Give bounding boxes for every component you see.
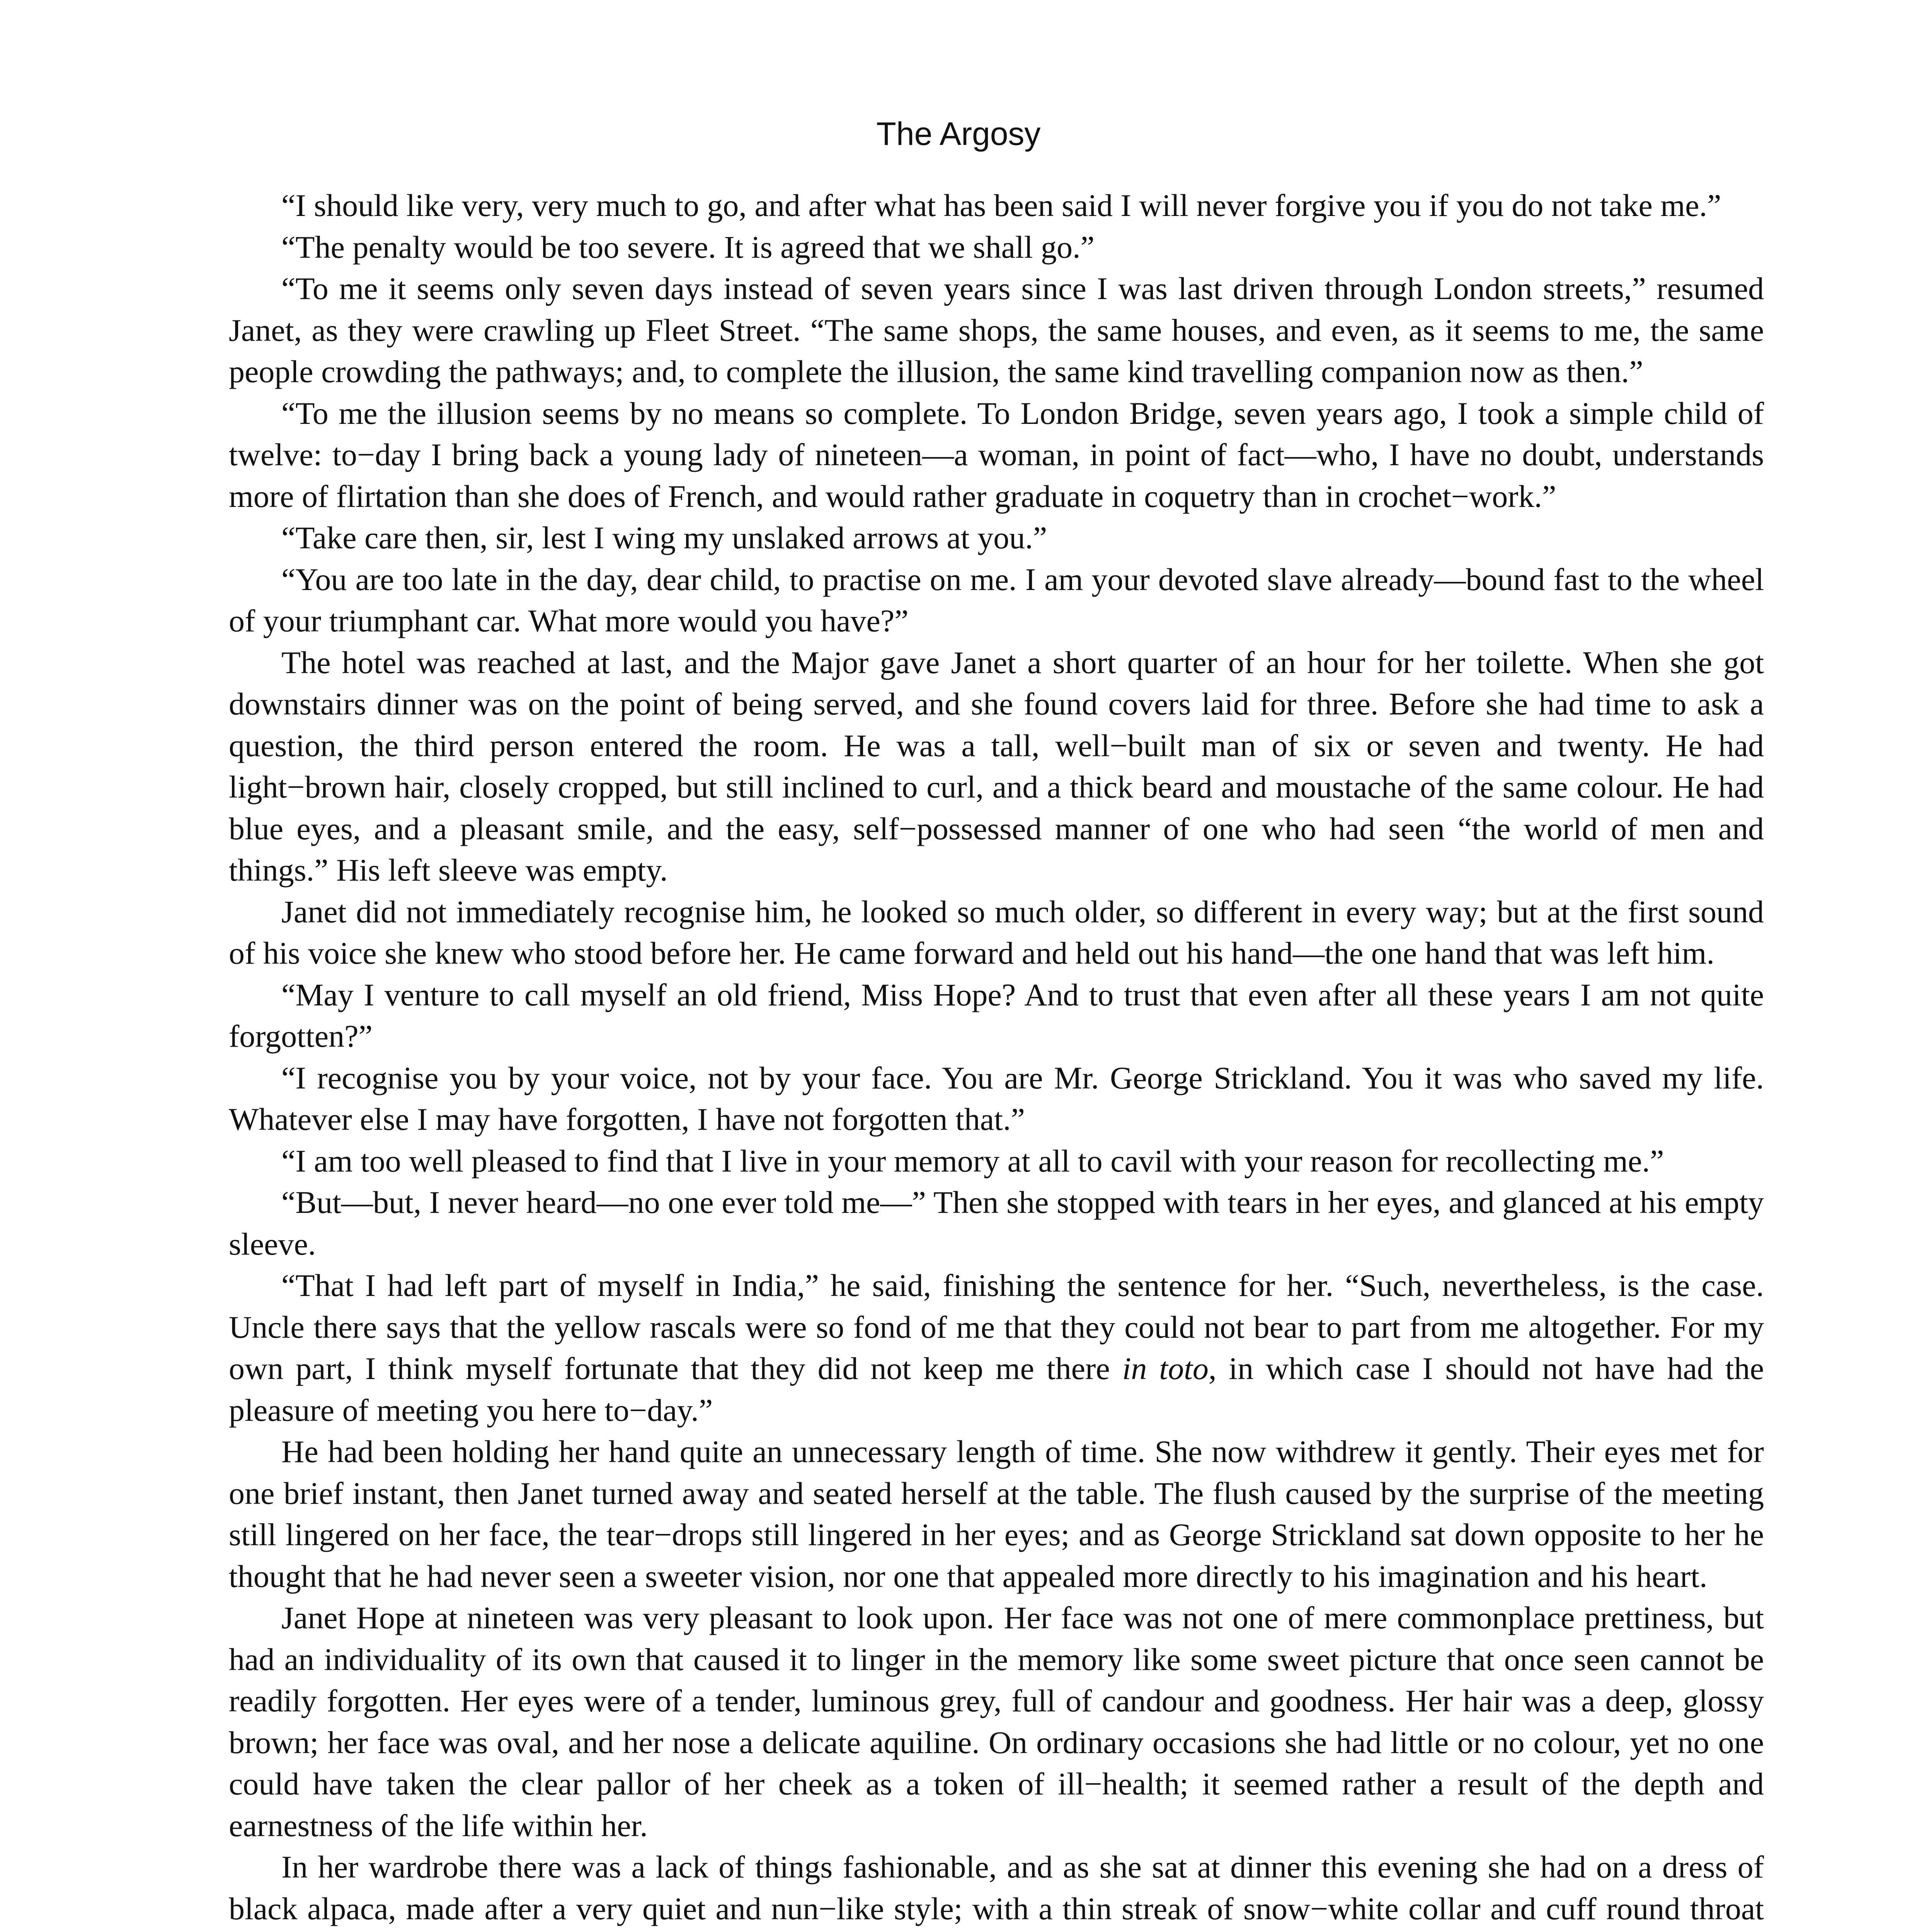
- paragraph: “To me it seems only seven days instead of seven years since I was last driven through London streets,” resumed Janet, as they were crawling up Fleet Street. “The same shops, the same houses, and even, as it seems to me, the same people crowding the pathways; and, to complete the illusion, the same kind travelling companion now as then.”: [229, 271, 1764, 389]
- paragraph: “But—but, I never heard—no one ever told me—” Then she stopped with tears in her eyes, and glanced at his empty sleeve.: [229, 1185, 1764, 1262]
- paragraph: “I recognise you by your voice, not by your face. You are Mr. George Strickland. You it was who saved my life. Whatever else I may have forgotten, I have not forgotten that.”: [229, 1060, 1764, 1137]
- paragraph-text: “That I had left part of myself in India,” he said, finishing the sentence for her. “Such, nevertheless, is the case. Uncle there says that the yellow rascals were so fond of me that they could not bear to part from me altogether. For my own part, I think myself fortunate that they did not keep me there: [229, 1268, 1764, 1386]
- paragraph: Janet Hope at nineteen was very pleasant to look upon. Her face was not one of mere commonplace prettiness, but had an individuality of its own that caused it to linger in the memory like some sweet picture that once seen cannot be readily forgotten. Her eyes were of a tender, luminous grey, full of candour and goodness. Her hair was a deep, glossy brown; her face was oval, and her nose a delicate aquiline. On ordinary occasions she had little or no colour, yet no one could have taken the clear pallor of her cheek as a token of ill−health; it seemed rather a result of the depth and earnestness of the life within her.: [229, 1600, 1764, 1843]
- paragraph: “You are too late in the day, dear child, to practise on me. I am your devoted slave already—bound fast to the wheel of your triumphant car. What more would you have?”: [229, 561, 1764, 638]
- paragraph: “May I venture to call myself an old friend, Miss Hope? And to trust that even after all these years I am not quite forgotten?”: [229, 977, 1764, 1054]
- paragraph: “I am too well pleased to find that I live in your memory at all to cavil with your reason for recollecting me.”: [281, 1143, 1664, 1179]
- paragraph-text: , in which case I should not have had the pleasure of meeting you here to−day.”: [229, 1351, 1764, 1428]
- paragraph: He had been holding her hand quite an unnecessary length of time. She now withdrew it gently. Their eyes met for one brief instant, then Janet turned away and seated herself at the table. The flush caused by the surprise of the meeting still lingered on her face, the tear−drops still lingered in her eyes; and as George Strickland sat down opposite to her he thought that he had never seen a sweeter vision, nor one that appealed more directly to his imagination and his heart.: [229, 1434, 1764, 1594]
- paragraph: Janet did not immediately recognise him, he looked so much older, so different in every way; but at the first sound of his voice she knew who stood before her. He came forward and held out his hand—the one hand that was left him.: [229, 894, 1764, 971]
- paragraph: “To me the illusion seems by no means so complete. To London Bridge, seven years ago, I took a simple child of twelve: to−day I bring back a young lady of nineteen—a woman, in point of fact—who, I have no doubt, understands more of flirtation than she does of French, and would rather graduate in coquetry than in crochet−work.”: [229, 395, 1764, 514]
- paragraph: “Take care then, sir, lest I wing my unslaked arrows at you.”: [281, 520, 1047, 555]
- paragraph: “I should like very, very much to go, and after what has been said I will never forgive you if you do not take me.”: [281, 188, 1721, 223]
- paragraph: The hotel was reached at last, and the Major gave Janet a short quarter of an hour for her toilette. When she got downstairs dinner was on the point of being served, and she found covers laid for three. Before she had time to ask a question, the third person entered the room. He was a tall, well−built man of six or seven and twenty. He had light−brown hair, closely cropped, but still inclined to curl, and a thick beard and moustache of the same colour. He had blue eyes, and a pleasant smile, and the easy, self−possessed manner of one who had seen “the world of men and things.” His left sleeve was empty.: [229, 645, 1764, 888]
- paragraph: “The penalty would be too severe. It is agreed that we shall go.”: [281, 229, 1095, 265]
- paragraph: [229, 1265, 1764, 1431]
- running-title: The Argosy: [876, 116, 1041, 152]
- paragraph: In her wardrobe there was a lack of things fashionable, and as she sat at dinner this evening she had on a dress of black alpaca, made after a very quiet and nun−like style; with a thin streak of snow−white collar and cuff round throat: [229, 1849, 1764, 1926]
- body-text: [229, 185, 1764, 1932]
- italic-phrase: in toto: [1122, 1351, 1209, 1386]
